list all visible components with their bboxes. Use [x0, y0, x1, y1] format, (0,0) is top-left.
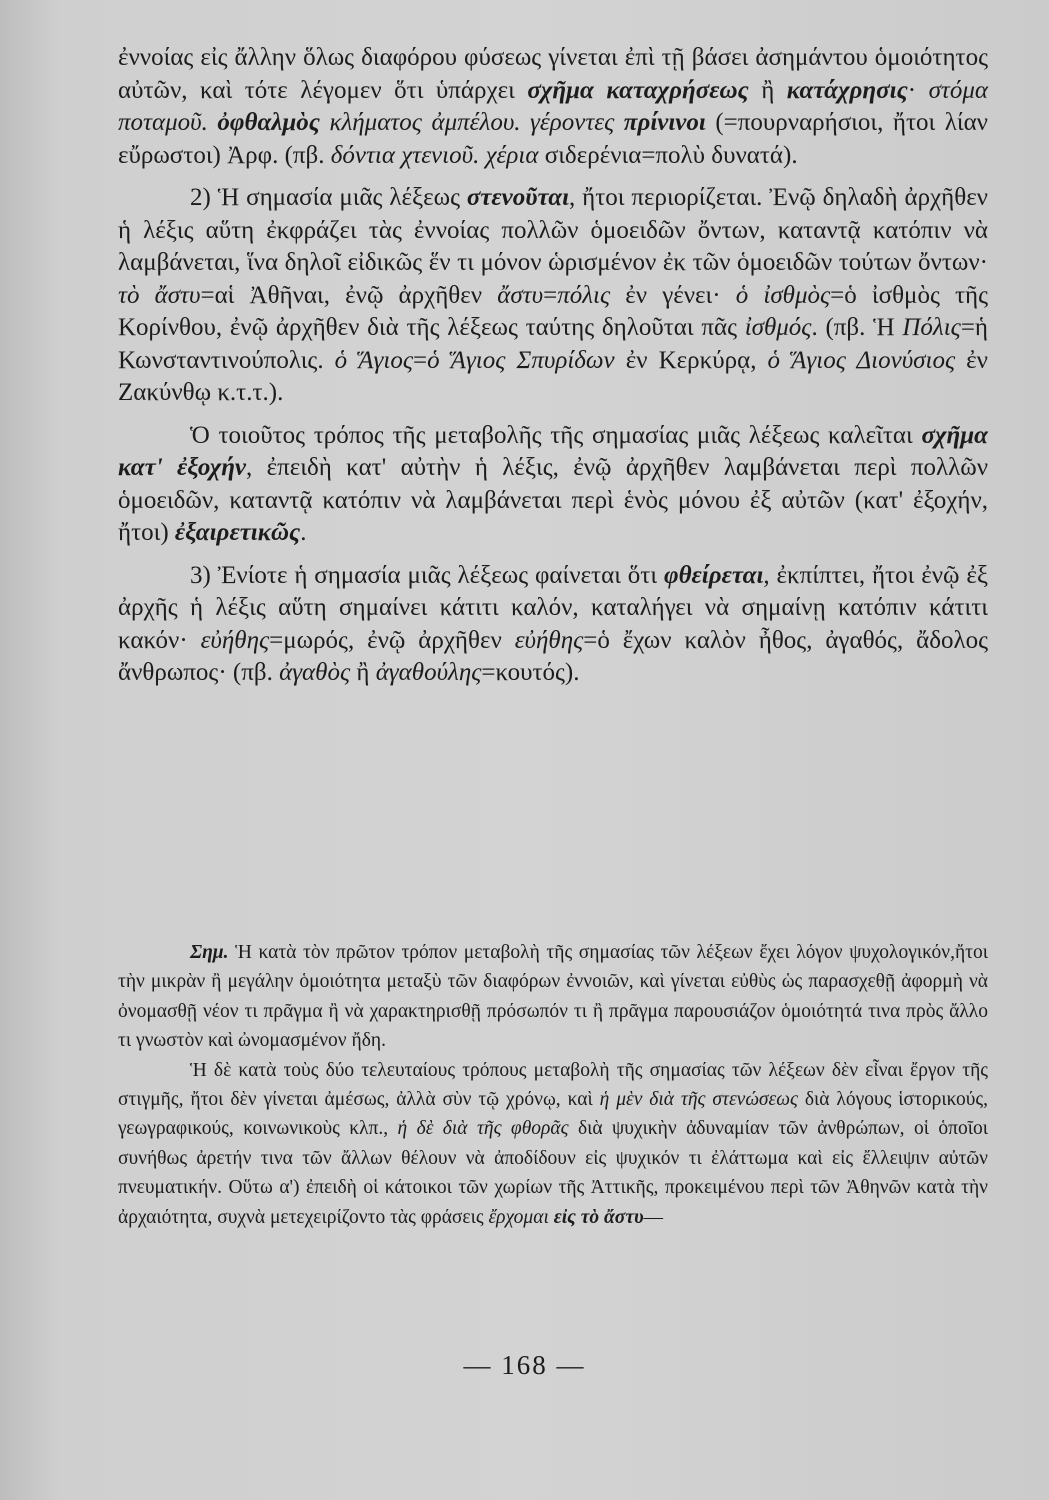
italic-example: ἀγαθὸς — [279, 659, 351, 686]
text-run: =μωρός, ἐνῷ ἀρχῆθεν — [269, 626, 515, 654]
text-run: (=πουρναρήσιοι, ἤτοι λίαν εὔρωστοι) Ἀρφ. (πβ. — [118, 109, 988, 169]
text-run: 2) Ἡ σημασία μιᾶς λέξεως — [190, 184, 467, 211]
italic-example: ἔρχομαι — [488, 1206, 549, 1228]
text-run: , ἐκπίπτει, ἤτοι ἐνῷ ἐξ ἀρχῆς ἡ λέξις αὕτη σημαίνει κάτιτι καλόν, καταλήγει νὰ σημαίνῃ κατόπιν κάτιτι κακόν· — [118, 561, 988, 654]
bold-term: σχῆμα κατ' ἐξοχήν — [118, 421, 988, 481]
text-run: διὰ ψυχικὴν ἀδυναμίαν τῶν ἀνθρώπων, οἱ ὁποῖοι συνήθως ἀρετήν τινα τῶν ἄλλων θέλουν νὰ ἀποδίδουν εἰς ψυχικόν τι ἐλάττωμα καὶ εἰς ἔλλειψιν αὐτῶν πνευματικήν. Οὕτω α') ἐπειδὴ οἱ κάτοικοι τῶν χωρίων τῆς Ἀττικῆς, προκειμένου περὶ τῶν Ἀθηνῶν κατὰ τὴν ἀρχαιότητα, συχνὰ μετεχειρίζοντο τὰς φράσεις — [118, 1118, 988, 1228]
italic-example: τὸ ἄστυ — [118, 281, 201, 309]
italic-example: εὐήθης — [514, 626, 584, 654]
text-run: =ἡ Κωνσταντινούπολις. — [118, 314, 988, 374]
italic-example: ἡ δὲ διὰ τῆς φθορᾶς — [397, 1118, 569, 1140]
text-run: = — [412, 346, 428, 374]
bold-term: ἐξαιρετικῶς — [174, 519, 301, 546]
bold-term: πρίνινοι — [623, 109, 706, 136]
paragraph-2 — [118, 182, 988, 410]
italic-example: εὐήθης — [200, 626, 270, 654]
note-paragraph-1 — [118, 938, 988, 1056]
italic-example: ἄστυ — [497, 281, 544, 309]
paragraph-3 — [118, 420, 988, 550]
italic-example: ὁ Ἅγιος Διονύσιος — [767, 346, 956, 374]
page-number: — 168 — — [463, 1350, 586, 1380]
text-run: =αἱ Ἀθῆναι, ἐνῷ ἀρχῆθεν — [200, 281, 498, 309]
italic-example: στόμα ποταμοῦ. — [118, 76, 989, 136]
italic-example: ὁ ἰσθμὸς — [735, 281, 831, 309]
text-run: ἢ — [350, 659, 376, 686]
text-run: ἐννοίας εἰς ἄλλην ὅλως διαφόρου φύσεως γίνεται ἐπὶ τῇ βάσει ἀσημάντου ὁμοιότητος αὐτῶν, καὶ τότε λέγομεν ὅτι ὑπάρχει — [118, 44, 988, 104]
text-run: 3) Ἐνίοτε ἡ σημασία μιᾶς λέξεως φαίνεται ὅτι — [190, 561, 664, 589]
text-run: Ἡ δὲ κατὰ τοὺς δύο τελευταίους τρόπους μεταβολὴ τῆς σημασίας τῶν λέξεων δὲν εἶναι ἔργον τῆς στιγμῆς, ἤτοι δὲν γίνεται ἀμέσως, ἀλλὰ σὺν τῷ χρόνῳ, καὶ — [118, 1059, 988, 1111]
bold-term: φθείρεται — [663, 561, 764, 589]
text-run: διὰ λόγους ἱστορικούς, γεωγραφικούς, κοινωνικοὺς κλπ., — [118, 1089, 988, 1140]
text-run: Ὁ τοιοῦτος τρόπος τῆς μεταβολῆς τῆς σημασίας μιᾶς λέξεως καλεῖται — [190, 421, 922, 449]
bold-term: κατάχρησις — [786, 76, 908, 104]
text-run: · — [907, 76, 929, 104]
text-run: =κουτός). — [481, 659, 580, 686]
text-run: ἐν Κερκύρᾳ, — [614, 346, 768, 374]
italic-example: Πόλις — [902, 314, 961, 341]
bold-term: σχῆμα καταχρήσεως — [527, 76, 749, 104]
italic-example: δόντια χτενιοῦ. χέρια — [330, 141, 539, 169]
footnote-block — [118, 938, 988, 1232]
bold-term: ὀφθαλμὸς — [217, 109, 320, 136]
bold-term: εἰς τὸ ἄστυ — [553, 1206, 644, 1228]
note-label: Σημ. — [190, 942, 229, 963]
text-run: , ἐπειδὴ κατ' αὐτὴν ἡ λέξις, ἐνῷ ἀρχῆθεν λαμβάνεται περὶ πολλῶν ὁμοειδῶν, καταντᾷ κατόπιν νὰ λαμβάνεται περὶ ἑνὸς μόνου ἐξ αὐτῶν (κατ' ἐξοχήν, ἤτοι) — [118, 454, 988, 546]
text-run: =ὁ ἔχων καλὸν ἦθος, ἀγαθός, ἄδολος ἄνθρωπος· (πβ. — [118, 626, 989, 686]
text-run: ἐν Ζακύνθῳ κ.τ.τ.). — [118, 346, 988, 406]
paragraph-4 — [118, 560, 988, 690]
text-run: Ἡ κατὰ τὸν πρῶτον τρόπον μεταβολὴ τῆς σημασίας τῶν λέξεων ἔχει λόγον ψυχολογικόν,ἤτοι τὴν μικρὰν ἢ μεγάλην ὁμοιότητα μεταξὺ τῶν διαφόρων ἐννοιῶν, καὶ γίνεται εὐθὺς ὡς παρασχεθῇ ἀφορμὴ νὰ ὀνομασθῇ νέον τι πρᾶγμα ἢ νὰ χαρακτηρισθῇ πρόσωπόν τι ἢ πρᾶγμα παρουσιάζον ὁμοιότητά τινα πρὸς ἄλλο τι γνωστὸν καὶ ὠνομασμένον ἤδη. — [118, 942, 988, 1052]
italic-example: ἰσθμός — [744, 314, 812, 341]
text-run: . (πβ. Ἡ — [811, 314, 903, 341]
italic-example: κλήματος ἀμπέλου. γέροντες — [319, 109, 624, 136]
text-run: . — [300, 519, 307, 546]
italic-example: πόλις — [557, 281, 611, 309]
text-run: σιδερένια=πολὺ δυνατά). — [538, 141, 798, 169]
note-paragraph-2 — [118, 1056, 988, 1232]
text-run: ἐν γένει· — [610, 281, 736, 309]
paragraph-1 — [118, 42, 988, 172]
text-run: = — [543, 281, 558, 309]
text-run: — — [643, 1206, 664, 1228]
italic-example: ἡ μὲν διὰ τῆς στενώσεως — [599, 1089, 798, 1111]
text-run: ἢ — [748, 76, 787, 104]
italic-example: ἀγαθούλης — [375, 659, 482, 686]
text-run: =ὁ ἰσθμὸς τῆς Κορίνθου, ἐνῷ ἀρχῆθεν διὰ τῆς λέξεως ταύτης δηλοῦται πᾶς — [118, 281, 989, 341]
main-text — [118, 42, 988, 690]
bold-term: στενοῦται — [466, 184, 570, 211]
italic-example: ὁ Ἅγιος — [334, 346, 413, 374]
italic-example: ὁ Ἅγιος Σπυρίδων — [427, 346, 615, 374]
text-run: , ἤτοι περιορίζεται. Ἐνῷ δηλαδὴ ἀρχῆθεν ἡ λέξις αὕτη ἐκφράζει τὰς ἐννοίας πολλῶν ὁμοειδῶν ὄντων, καταντᾷ κατόπιν νὰ λαμβάνεται, ἵνα δηλοῖ εἰδικῶς ἕν τι μόνον ὡρισμένον ἐκ τῶν ὁμοειδῶν τούτων ὄντων· — [118, 184, 988, 276]
